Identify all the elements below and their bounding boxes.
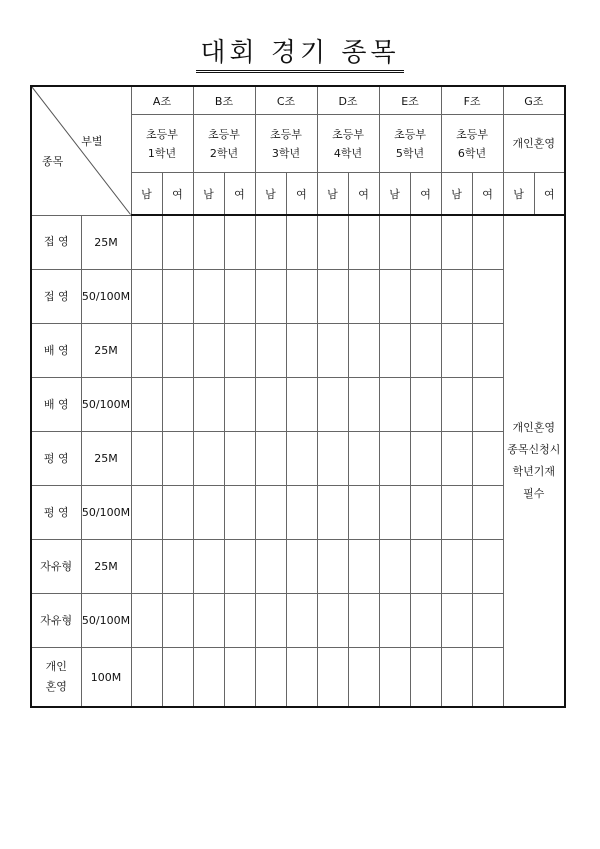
group-division-cell	[131, 115, 193, 173]
entry-cell[interactable]	[472, 378, 503, 432]
division-label: 초등부	[456, 127, 488, 141]
entry-cell[interactable]	[379, 215, 410, 270]
male-label: 남	[503, 173, 534, 216]
female-label: 여	[286, 173, 317, 216]
division-label: 초등부	[146, 127, 178, 141]
group-name-cell: B조	[193, 86, 255, 115]
entry-cell[interactable]	[410, 594, 441, 648]
event-stroke-cell: 접 영	[31, 215, 81, 270]
event-distance-cell: 25M	[81, 540, 131, 594]
entry-cell[interactable]	[348, 540, 379, 594]
entry-cell[interactable]	[348, 270, 379, 324]
event-stroke-cell: 배 영	[31, 324, 81, 378]
entry-cell[interactable]	[410, 324, 441, 378]
group-name-cell: F조	[441, 86, 503, 115]
event-row	[31, 486, 565, 540]
male-label: 남	[255, 173, 286, 216]
entry-cell[interactable]	[286, 270, 317, 324]
g-note-line: 종목신청시	[507, 443, 561, 456]
entry-cell[interactable]	[224, 378, 255, 432]
event-stroke-cell: 평 영	[31, 486, 81, 540]
event-stroke-cell: 개인 혼영	[31, 648, 81, 708]
entry-cell[interactable]	[472, 486, 503, 540]
event-stroke-cell: 배 영	[31, 378, 81, 432]
entry-cell[interactable]	[317, 324, 348, 378]
group-name-cell: E조	[379, 86, 441, 115]
entry-cell[interactable]	[224, 215, 255, 270]
entry-cell[interactable]	[472, 270, 503, 324]
grade-label: 6학년	[457, 146, 487, 160]
group-name-cell: A조	[131, 86, 193, 115]
entry-cell[interactable]	[193, 540, 224, 594]
entry-cell[interactable]	[286, 594, 317, 648]
group-division-cell	[193, 115, 255, 173]
event-stroke-cell: 접 영	[31, 270, 81, 324]
entry-cell[interactable]	[348, 378, 379, 432]
entry-cell[interactable]	[162, 594, 193, 648]
female-label: 여	[410, 173, 441, 216]
group-division-cell	[379, 115, 441, 173]
entry-cell[interactable]	[379, 540, 410, 594]
grade-label: 2학년	[209, 146, 239, 160]
entry-cell[interactable]	[131, 486, 162, 540]
female-label: 여	[348, 173, 379, 216]
entry-cell[interactable]	[348, 648, 379, 708]
entry-cell[interactable]	[224, 540, 255, 594]
group-name-cell: G조	[503, 86, 565, 115]
event-distance-cell: 25M	[81, 324, 131, 378]
entry-cell[interactable]	[286, 540, 317, 594]
entry-cell[interactable]	[131, 270, 162, 324]
entry-cell[interactable]	[162, 432, 193, 486]
entry-cell[interactable]	[255, 594, 286, 648]
entry-cell[interactable]	[162, 486, 193, 540]
entry-cell[interactable]	[410, 378, 441, 432]
entry-cell[interactable]	[317, 432, 348, 486]
entry-cell[interactable]	[441, 648, 472, 708]
entry-cell[interactable]	[131, 432, 162, 486]
g-note-line: 필수	[523, 487, 545, 500]
entry-cell[interactable]	[193, 594, 224, 648]
entry-cell[interactable]	[441, 270, 472, 324]
entry-cell[interactable]	[348, 486, 379, 540]
event-stroke-cell: 평 영	[31, 432, 81, 486]
group-name-cell: C조	[255, 86, 317, 115]
female-label: 여	[224, 173, 255, 216]
entry-cell[interactable]	[162, 648, 193, 708]
grade-label: 1학년	[147, 146, 177, 160]
male-label: 남	[379, 173, 410, 216]
event-row	[31, 324, 565, 378]
entry-cell[interactable]	[410, 215, 441, 270]
corner-event-label: 종목	[42, 155, 64, 168]
entry-cell[interactable]	[162, 540, 193, 594]
entry-cell[interactable]	[441, 540, 472, 594]
event-distance-cell: 50/100M	[81, 270, 131, 324]
entry-cell[interactable]	[286, 324, 317, 378]
entry-cell[interactable]	[255, 648, 286, 708]
grade-label: 5학년	[395, 146, 425, 160]
female-label: 여	[534, 173, 565, 216]
entry-cell[interactable]	[472, 215, 503, 270]
entry-cell[interactable]	[348, 215, 379, 270]
entry-cell[interactable]	[379, 594, 410, 648]
female-label: 여	[472, 173, 503, 216]
entry-cell[interactable]	[410, 540, 441, 594]
entry-cell[interactable]	[193, 648, 224, 708]
entry-cell[interactable]	[193, 432, 224, 486]
entry-cell[interactable]	[193, 270, 224, 324]
event-row	[31, 540, 565, 594]
g-note-line: 학년기재	[512, 465, 556, 478]
female-label: 여	[162, 173, 193, 216]
entry-cell[interactable]	[286, 432, 317, 486]
corner-division-label: 부별	[81, 135, 103, 148]
division-label: 개인혼영	[512, 137, 556, 150]
entry-cell[interactable]	[317, 594, 348, 648]
entry-cell[interactable]	[286, 215, 317, 270]
entry-cell[interactable]	[410, 486, 441, 540]
entry-cell[interactable]	[255, 378, 286, 432]
entry-cell[interactable]	[379, 486, 410, 540]
male-label: 남	[131, 173, 162, 216]
entry-cell[interactable]	[441, 215, 472, 270]
entry-cell[interactable]	[348, 324, 379, 378]
event-distance-cell: 25M	[81, 432, 131, 486]
grade-label: 3학년	[271, 146, 301, 160]
entry-cell[interactable]	[379, 324, 410, 378]
entry-cell[interactable]	[255, 324, 286, 378]
entry-cell[interactable]	[131, 540, 162, 594]
entry-cell[interactable]	[379, 432, 410, 486]
entry-cell[interactable]	[441, 594, 472, 648]
division-label: 초등부	[208, 127, 240, 141]
event-row	[31, 378, 565, 432]
event-row	[31, 270, 565, 324]
event-row	[31, 648, 565, 708]
entry-cell[interactable]	[441, 432, 472, 486]
event-distance-cell: 50/100M	[81, 486, 131, 540]
g-note-line: 개인혼영	[512, 421, 556, 434]
entry-cell[interactable]	[441, 378, 472, 432]
group-division-cell	[441, 115, 503, 173]
entry-cell[interactable]	[379, 270, 410, 324]
event-distance-cell: 50/100M	[81, 378, 131, 432]
entry-cell[interactable]	[472, 540, 503, 594]
diagonal-line	[32, 87, 131, 215]
entry-cell[interactable]	[255, 270, 286, 324]
entry-cell[interactable]	[472, 432, 503, 486]
event-distance-cell: 50/100M	[81, 594, 131, 648]
entry-cell[interactable]	[193, 324, 224, 378]
header-corner-cell	[31, 86, 131, 215]
entry-cell[interactable]	[410, 648, 441, 708]
entry-cell[interactable]	[193, 486, 224, 540]
entry-cell[interactable]	[162, 324, 193, 378]
entry-cell[interactable]	[131, 594, 162, 648]
male-label: 남	[193, 173, 224, 216]
event-row	[31, 215, 565, 270]
entry-cell[interactable]	[193, 215, 224, 270]
division-label: 초등부	[332, 127, 364, 141]
entry-cell[interactable]	[379, 378, 410, 432]
page-title	[0, 38, 600, 73]
entry-cell[interactable]	[224, 324, 255, 378]
entry-cell[interactable]	[348, 594, 379, 648]
entry-cell[interactable]	[317, 648, 348, 708]
entry-cell[interactable]	[131, 648, 162, 708]
group-division-cell	[503, 115, 565, 173]
entry-cell[interactable]	[131, 324, 162, 378]
entry-cell[interactable]	[441, 324, 472, 378]
entry-cell[interactable]	[317, 215, 348, 270]
header-row-groups	[31, 86, 565, 115]
entry-cell[interactable]	[224, 594, 255, 648]
entry-cell[interactable]	[224, 648, 255, 708]
male-label: 남	[317, 173, 348, 216]
entry-cell[interactable]	[131, 378, 162, 432]
division-label: 초등부	[270, 127, 302, 141]
grade-label: 4학년	[333, 146, 363, 160]
group-division-cell	[255, 115, 317, 173]
entry-cell[interactable]	[224, 270, 255, 324]
entry-cell[interactable]	[317, 486, 348, 540]
entry-cell[interactable]	[255, 432, 286, 486]
entry-cell[interactable]	[162, 378, 193, 432]
male-label: 남	[441, 173, 472, 216]
entry-cell[interactable]	[441, 486, 472, 540]
group-name-cell: D조	[317, 86, 379, 115]
entry-cell[interactable]	[162, 270, 193, 324]
division-label: 초등부	[394, 127, 426, 141]
entry-cell[interactable]	[255, 540, 286, 594]
entry-cell[interactable]	[162, 215, 193, 270]
entry-cell[interactable]	[379, 648, 410, 708]
entry-cell[interactable]	[317, 378, 348, 432]
entry-cell[interactable]	[348, 432, 379, 486]
group-division-cell	[317, 115, 379, 173]
entry-cell[interactable]	[193, 378, 224, 432]
entry-cell[interactable]	[224, 432, 255, 486]
entry-cell[interactable]	[286, 486, 317, 540]
entry-cell[interactable]	[472, 594, 503, 648]
event-schedule-table	[30, 85, 566, 708]
entry-cell[interactable]	[472, 324, 503, 378]
entry-cell[interactable]	[286, 378, 317, 432]
entry-cell[interactable]	[317, 270, 348, 324]
g-group-note-cell	[503, 215, 565, 707]
page-title-text: 대회 경기 종목	[196, 38, 403, 73]
event-stroke-cell: 자유형	[31, 540, 81, 594]
entry-cell[interactable]	[410, 270, 441, 324]
entry-cell[interactable]	[131, 215, 162, 270]
event-distance-cell: 100M	[81, 648, 131, 708]
entry-cell[interactable]	[255, 215, 286, 270]
event-row	[31, 594, 565, 648]
entry-cell[interactable]	[317, 540, 348, 594]
entry-cell[interactable]	[224, 486, 255, 540]
entry-cell[interactable]	[255, 486, 286, 540]
entry-cell[interactable]	[286, 648, 317, 708]
event-row	[31, 432, 565, 486]
entry-cell[interactable]	[410, 432, 441, 486]
entry-cell[interactable]	[472, 648, 503, 708]
event-stroke-cell: 자유형	[31, 594, 81, 648]
event-distance-cell: 25M	[81, 215, 131, 270]
